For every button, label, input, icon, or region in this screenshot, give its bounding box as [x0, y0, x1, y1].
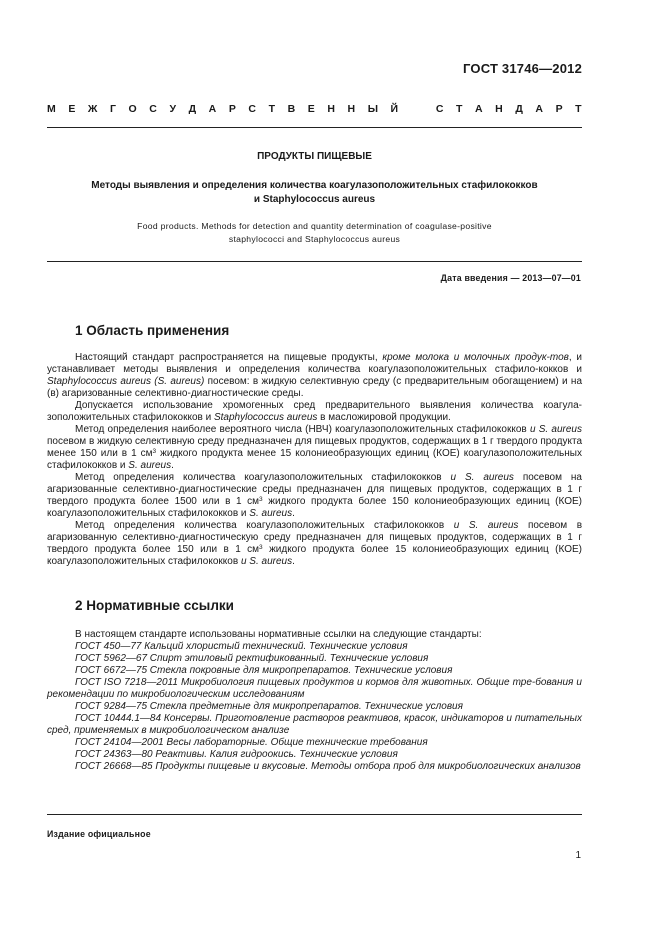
subtitle-line-1: Методы выявления и определения количества коагулазоположительных стафилококков: [91, 180, 538, 191]
title-divider: [47, 261, 582, 262]
reference-item: ГОСТ 26668—85 Продукты пищевые и вкусовые. Методы отбора проб для микробиологических анализов: [75, 761, 581, 772]
english-title: [47, 220, 582, 246]
footer-divider: [47, 814, 582, 815]
standard-type-letter: С: [248, 103, 256, 115]
standard-type-letter: Е: [68, 103, 76, 115]
standard-type-letter: Й: [390, 103, 399, 115]
standard-type-letter: Д: [188, 103, 197, 115]
standard-type-letter: Н: [327, 103, 335, 115]
reference-item: ГОСТ 450—77 Кальций хлористый технический. Технические условия: [75, 641, 408, 652]
standard-type-letter: Н: [347, 103, 356, 115]
section-1-body: [47, 352, 582, 568]
english-title-line-1: Food products. Methods for detection and quantity determination of coagulase-positive: [137, 221, 492, 231]
reference-item: ГОСТ 9284—75 Стекла предметные для микропрепаратов. Технические условия: [75, 701, 463, 712]
section-2-body: [47, 629, 582, 773]
top-divider: [47, 127, 582, 128]
section-1-paragraph-2: Допускается использование хромогенных сред предварительного выявления количества коагула-зоположительных стафилококков и Staphylococcus aureus в масложировой продукции.: [47, 400, 582, 423]
reference-item: ГОСТ 5962—67 Спирт этиловый ректификованный. Технические условия: [75, 653, 429, 664]
reference-item: ГОСТ 6672—75 Стекла покровные для микропрепаратов. Технические условия: [75, 665, 453, 676]
section-1-paragraph-3: Метод определения наиболее вероятного числа (НВЧ) коагулазоположительных стафилококков и S. aureus посевом в жидкую селективную среду предназначен для пищевых продуктов, содержащих в 1 г твердого продукта менее 150 или в 1 $см^3$ жидкого продукта менее 15 колониеобразующих единиц (КОЕ) коагулазоположительных стафилококков и S. aureus.: [47, 424, 582, 471]
standard-type-letter: Т: [575, 103, 582, 115]
standard-type-heading: [47, 103, 582, 115]
page-number: 1: [575, 850, 581, 861]
standard-type-letter: Ж: [87, 103, 98, 115]
section-1-paragraph-4: Метод определения количества коагулазоположительных стафилококков и S. aureus посевом на агаризованные селективно-диагностические среды предназначен для пищевых продуктов, содержащих в 1 г твердого продукта более 1500 или в 1 $см^3$ жидкого продукта более 150 колониеобразующих единиц (КОЕ) коагулазоположительных стафилококков и S. aureus.: [47, 472, 582, 519]
standard-type-letter: Н: [495, 103, 503, 115]
standard-type-letter: Т: [456, 103, 463, 115]
reference-item: ГОСТ ISO 7218—2011 Микробиология пищевых продуктов и кормов для животных. Общие тре-бования и рекомендации по микробиологическим исследованиям: [47, 677, 582, 700]
section-2-intro: В настоящем стандарте использованы нормативные ссылки на следующие стандарты:: [75, 629, 482, 640]
section-1-heading: 1 Область применения: [75, 323, 230, 338]
standard-type-letter: Г: [110, 103, 116, 115]
standard-type-letter: Р: [555, 103, 563, 115]
reference-item: ГОСТ 10444.1—84 Консервы. Приготовление растворов реактивов, красок, индикаторов и питательных сред, применяемых в микробиологическом анализе: [47, 713, 582, 736]
gost-number: ГОСТ 31746—2012: [463, 61, 582, 76]
standard-type-letter: А: [475, 103, 483, 115]
english-title-line-2: staphylococci and Staphylococcus aureus: [228, 234, 401, 244]
standard-type-letter: О: [128, 103, 137, 115]
standard-type-letter: А: [535, 103, 543, 115]
standard-type-letter: Ы: [367, 103, 378, 115]
reference-item: ГОСТ 24363—80 Реактивы. Калия гидроокись. Технические условия: [75, 749, 398, 760]
document-title: ПРОДУКТЫ ПИЩЕВЫЕ: [257, 151, 372, 162]
introduction-date: Дата введения — 2013—07—01: [440, 273, 581, 283]
reference-item: ГОСТ 24104—2001 Весы лабораторные. Общие технические требования: [75, 737, 428, 748]
standard-type-letter: М: [47, 103, 56, 115]
edition-label: Издание официальное: [47, 829, 151, 839]
standard-type-letter: С: [149, 103, 157, 115]
standard-type-letter: С: [435, 103, 444, 115]
section-2-heading: 2 Нормативные ссылки: [75, 598, 234, 613]
section-1-paragraph-1: Настоящий стандарт распространяется на пищевые продукты, кроме молока и молочных продук-тов, и устанавливает методы выявления и определения количества коагулазоположительных стафило-кокков и Staphylococcus aureus (S. aureus) посевом: в жидкую селективную среду (с предварительным обогащением) и на (в) агаризованные селективно-диагностические среды.: [47, 352, 583, 399]
standard-type-letter: Р: [228, 103, 236, 115]
standard-type-letter: Т: [268, 103, 275, 115]
section-1-paragraph-5: Метод определения количества коагулазоположительных стафилококков и S. aureus посевом в агаризованную селективно-диагностическую среду предназначен для пищевых продуктов, содержащих в 1 г твердого продукта более 150 или в 1 $см^3$ жидкого продукта более 15 колониеобразующих единиц (КОЕ) коагулазоположительных стафилококков и S. aureus.: [47, 520, 583, 567]
standard-type-letter: Д: [515, 103, 523, 115]
document-subtitle: [47, 179, 582, 207]
standard-type-letter: Е: [307, 103, 315, 115]
standard-type-letter: В: [287, 103, 296, 115]
standard-type-letter: А: [208, 103, 217, 115]
standard-type-letter: У: [169, 103, 176, 115]
subtitle-line-2: и Staphylococcus aureus: [253, 194, 376, 205]
